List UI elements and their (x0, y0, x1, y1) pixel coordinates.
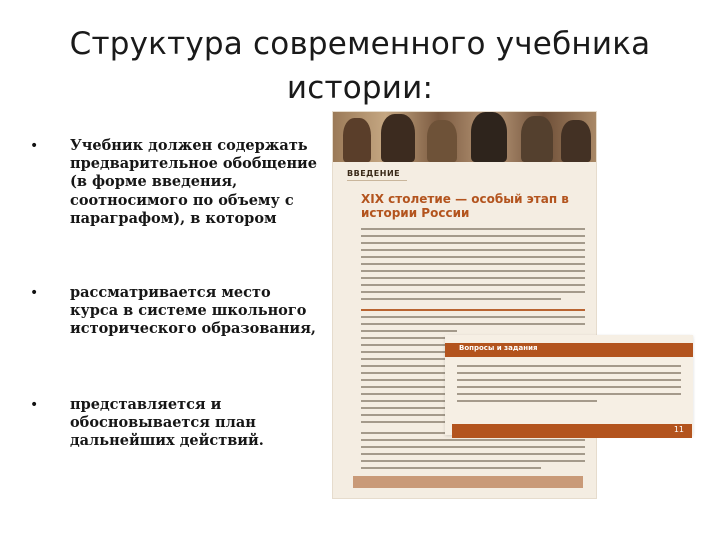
bullet-text: Учебник должен содержать предварительное обобщение (в форме введения, соотносимого по объему с параграфом), в котором (70, 137, 318, 227)
chapter-title: XIX столетие — особый этап в истории России (361, 192, 569, 220)
questions-header (445, 343, 693, 357)
portrait-banner (333, 112, 596, 162)
slide-title-line-1: Структура современного учебника (69, 26, 651, 62)
questions-box (445, 335, 693, 435)
slide-title-line-2: истории: (286, 70, 434, 106)
section-label: ВВЕДЕНИЕ (347, 169, 401, 178)
decorative-strip (353, 476, 583, 488)
questions-label: Вопросы и задания (459, 344, 538, 352)
section-divider (347, 180, 407, 181)
bullet-marker: • (30, 285, 39, 301)
textbook-page-image (333, 112, 596, 498)
page-number: 11 (673, 425, 684, 434)
page-number-bar (452, 424, 692, 438)
bullet-text: рассматривается место курса в системе школьного исторического образования, (70, 284, 316, 338)
slide-title (0, 22, 720, 110)
bullet-text: представляется и обосновывается план дальнейших действий. (70, 396, 264, 450)
bullet-marker: • (30, 397, 39, 413)
bullet-marker: • (30, 138, 39, 154)
